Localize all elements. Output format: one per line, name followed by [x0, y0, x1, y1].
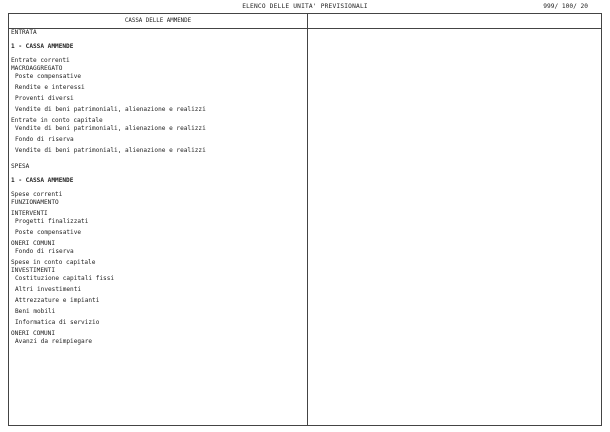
list-item: Avanzi da reimpiegare	[15, 338, 93, 345]
list-item: Beni mobili	[15, 308, 56, 315]
document-title: ELENCO DELLE UNITA' PREVISIONALI	[242, 3, 368, 10]
category-spese-capitale: Spese in conto capitale	[11, 259, 96, 266]
list-item: Costituzione capitali fissi	[15, 275, 115, 282]
section-entrata: ENTRATA	[11, 29, 37, 36]
page-code: 999/ 100/ 20	[543, 3, 588, 10]
oneri-comuni-label: ONERI COMUNI	[11, 330, 56, 337]
funzionamento-label: FUNZIONAMENTO	[11, 199, 59, 206]
investimenti-label: INVESTIMENTI	[11, 267, 56, 274]
unit-heading-entrata: 1 - CASSA AMMENDE	[11, 43, 74, 50]
category-entrate-capitale: Entrate in conto capitale	[11, 117, 103, 124]
section-spesa: SPESA	[11, 163, 30, 170]
list-item: Rendite e interessi	[15, 84, 85, 91]
unit-list	[11, 29, 296, 346]
list-item: Fondo di riserva	[15, 136, 74, 143]
macroaggregato-label: MACROAGGREGATO	[11, 65, 63, 72]
list-item: Proventi diversi	[15, 95, 74, 102]
list-item: Altri investimenti	[15, 286, 82, 293]
list-item: Progetti finalizzati	[15, 218, 89, 225]
category-spese-correnti: Spese correnti	[11, 191, 63, 198]
list-item: Fondo di riserva	[15, 248, 74, 255]
list-item: Vendite di beni patrimoniali, alienazione e realizzi	[15, 106, 206, 113]
category-entrate-correnti: Entrate correnti	[11, 57, 70, 64]
list-item: Poste compensative	[15, 73, 82, 80]
list-item: Poste compensative	[15, 229, 82, 236]
list-item: Informatica di servizio	[15, 319, 100, 326]
column-title: CASSA DELLE AMMENDE	[124, 18, 192, 24]
unit-heading-spesa: 1 - CASSA AMMENDE	[11, 177, 74, 184]
list-item: Attrezzature e impianti	[15, 297, 100, 304]
list-item: Vendite di beni patrimoniali, alienazione e realizzi	[15, 125, 206, 132]
list-item: Vendite di beni patrimoniali, alienazione e realizzi	[15, 147, 206, 154]
column-divider	[307, 14, 308, 425]
column-header-band	[9, 14, 601, 29]
interventi-label: INTERVENTI	[11, 210, 48, 217]
oneri-comuni-label: ONERI COMUNI	[11, 240, 56, 247]
